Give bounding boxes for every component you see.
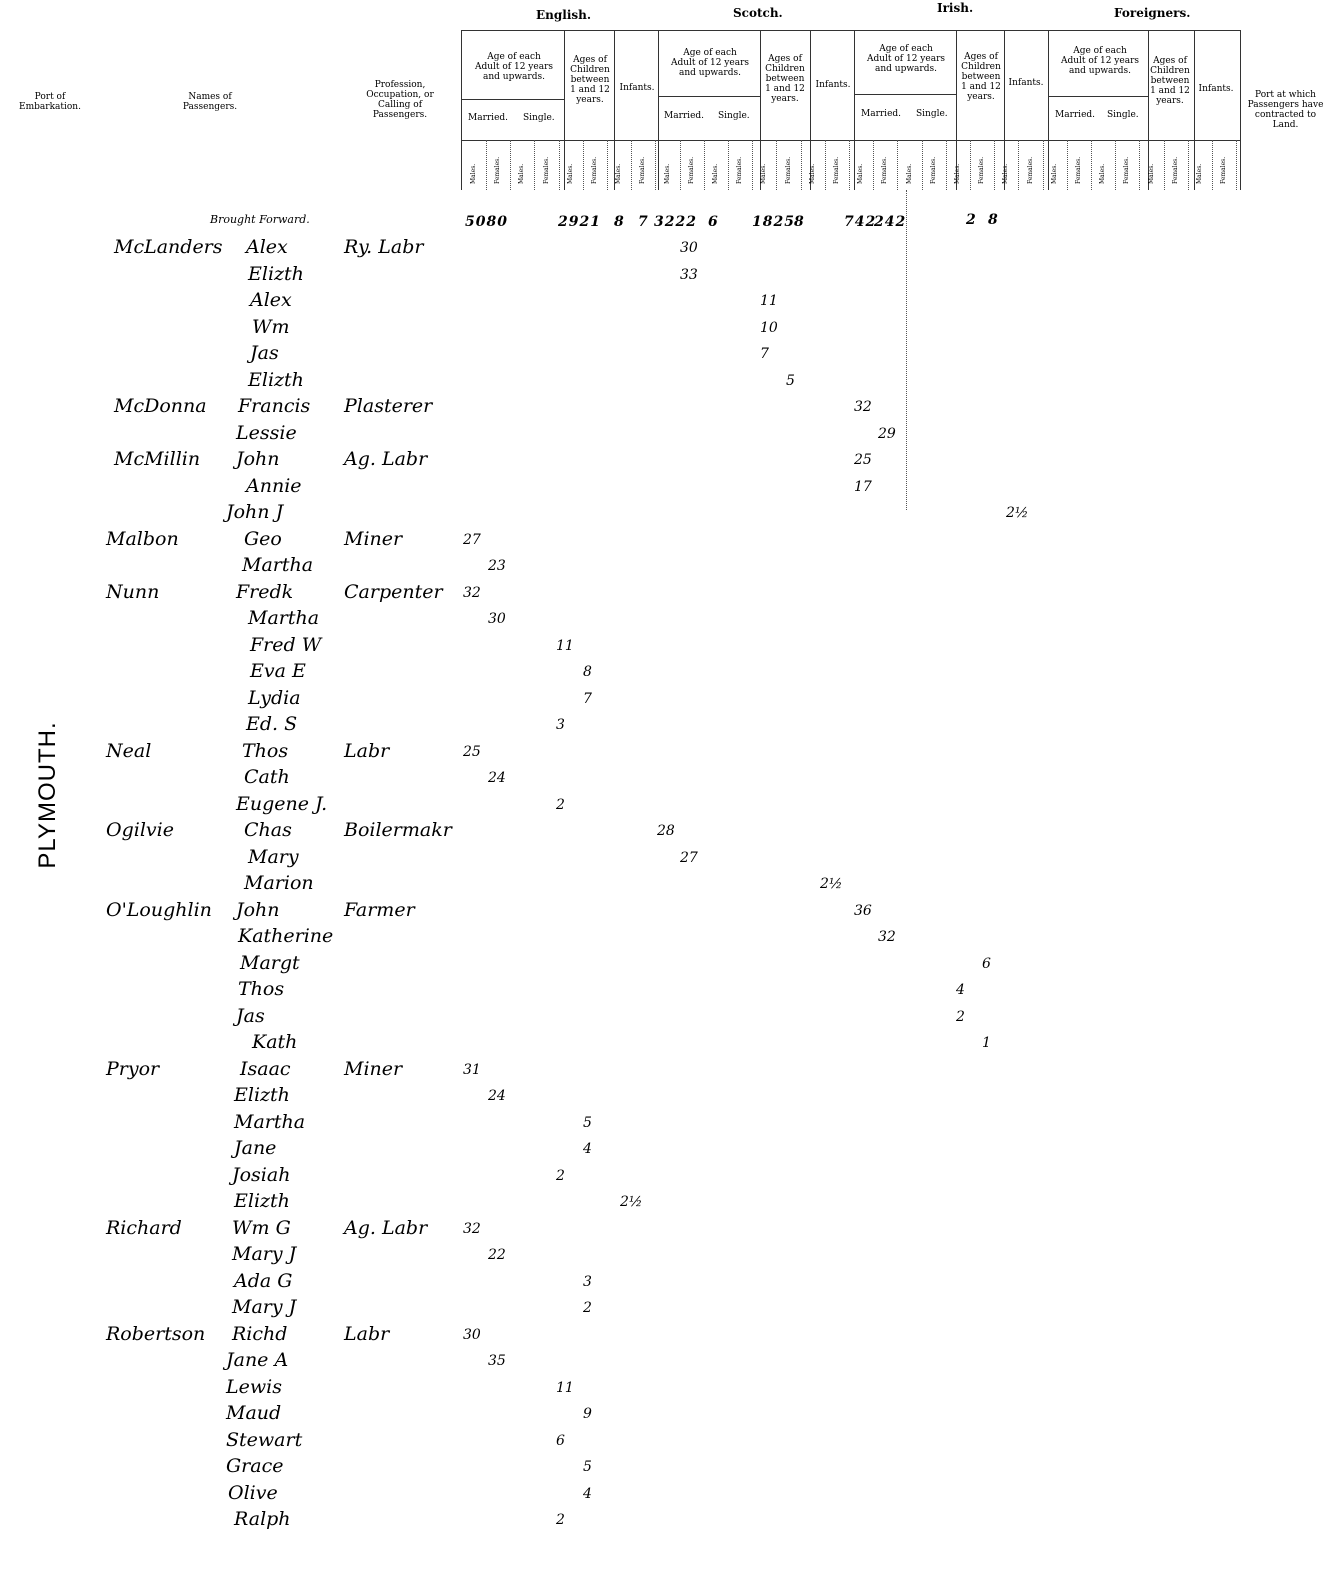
passenger-name: Stewart	[226, 1428, 303, 1451]
passenger-age: 5	[786, 372, 795, 389]
header-irish-infants: Infants.	[1008, 78, 1044, 88]
column-divider	[1043, 140, 1044, 190]
passenger-name: John J	[226, 501, 284, 523]
passenger-name: Olive	[228, 1481, 278, 1504]
passenger-age: 27	[463, 531, 481, 548]
bf-figure-9: 742	[844, 214, 877, 230]
column-divider	[994, 140, 995, 190]
header-rule-english	[461, 99, 564, 100]
males-label: Males.	[567, 163, 574, 184]
passenger-name: Kath	[252, 1031, 298, 1053]
column-divider	[1091, 140, 1092, 190]
column-divider	[631, 140, 632, 190]
passenger-age: 2	[556, 1512, 565, 1528]
bf-figure-4: 7	[638, 214, 649, 230]
passenger-name: Wm G	[232, 1216, 291, 1239]
passenger-name: John	[236, 448, 280, 470]
passenger-surname: Richard	[106, 1216, 182, 1239]
column-divider	[1240, 30, 1241, 190]
passenger-age: 4	[583, 1141, 592, 1157]
passenger-occupation: Plasterer	[344, 395, 433, 417]
passenger-age: 17	[854, 478, 872, 495]
group-title-irish: Irish.	[937, 1, 974, 15]
passenger-occupation: Boilermakr	[344, 819, 452, 841]
column-divider	[801, 140, 802, 190]
header-english-married: Married.	[468, 113, 509, 123]
header-foreign-single: Single.	[1107, 110, 1139, 120]
header-irish-single: Single.	[916, 109, 948, 119]
passenger-name: Alex	[246, 236, 288, 258]
passenger-age: 6	[556, 1432, 565, 1449]
header-scotch-adults: Age of each Adult of 12 years and upwards.	[670, 48, 750, 78]
males-label: Males.	[809, 163, 816, 184]
bf-figure-2: 2921	[558, 214, 601, 230]
passenger-age: 27	[680, 849, 698, 866]
passenger-name: Lessie	[236, 421, 297, 444]
group-title-scotch: Scotch.	[733, 6, 783, 20]
passenger-age: 31	[463, 1061, 481, 1078]
passenger-age: 7	[583, 690, 592, 707]
passenger-age: 29	[878, 425, 896, 442]
column-divider	[1236, 140, 1237, 190]
passenger-name: Ada G	[234, 1269, 293, 1292]
passenger-age: 24	[488, 770, 506, 786]
passenger-age: 11	[556, 1379, 574, 1396]
header-scotch-children: Ages of Children between 1 and 12 years.	[765, 54, 805, 104]
females-label: Females.	[736, 156, 743, 184]
passenger-name: Eva E	[250, 660, 306, 682]
passenger-name: Margt	[240, 951, 300, 974]
passenger-occupation: Labr	[344, 739, 390, 762]
passenger-surname: McMillin	[114, 448, 201, 470]
passenger-age: 32	[463, 584, 481, 601]
females-label: Females.	[639, 156, 646, 184]
bf-figure-5: 3222	[654, 214, 697, 230]
passenger-name: Alex	[250, 289, 292, 311]
passenger-age: 3	[556, 717, 565, 733]
header-foreign-children: Ages of Children between 1 and 12 years.	[1150, 56, 1190, 106]
passenger-name: Martha	[242, 554, 314, 576]
females-label: Females.	[833, 156, 840, 184]
column-divider	[559, 140, 560, 190]
passenger-occupation: Labr	[344, 1322, 390, 1345]
passenger-age: 22	[488, 1247, 506, 1263]
column-divider	[970, 140, 971, 190]
males-label: Males.	[954, 163, 961, 184]
passenger-occupation: Ry. Labr	[344, 236, 424, 258]
males-label: Males.	[518, 163, 525, 184]
passenger-occupation: Miner	[344, 527, 403, 550]
column-divider	[752, 140, 753, 190]
males-label: Males.	[760, 163, 767, 184]
passenger-age: 2	[956, 1008, 965, 1025]
males-label: Males.	[712, 163, 719, 184]
column-divider	[728, 140, 729, 190]
header-profession: Profession, Occupation, or Calling of Passengers.	[366, 80, 434, 120]
passenger-name: Elizth	[234, 1084, 290, 1106]
passenger-age: 35	[488, 1353, 506, 1369]
passenger-surname: O'Loughlin	[106, 898, 212, 921]
header-foreign-infants: Infants.	[1198, 84, 1234, 94]
passenger-age: 5	[583, 1459, 592, 1475]
passenger-name: Lewis	[226, 1375, 282, 1398]
column-divider	[486, 140, 487, 190]
passenger-name: Thos	[238, 978, 285, 1000]
column-divider	[510, 140, 511, 190]
header-rule-scotch	[658, 96, 760, 97]
males-label: Males.	[615, 163, 622, 184]
males-label: Males.	[470, 163, 477, 184]
column-divider	[1048, 30, 1049, 190]
header-foreign-adults: Age of each Adult of 12 years and upwards.	[1060, 46, 1140, 76]
header-scotch-infants: Infants.	[815, 80, 851, 90]
passenger-age: 10	[760, 319, 778, 336]
passenger-age: 32	[878, 929, 896, 945]
header-rule-foreign	[1048, 96, 1148, 97]
passenger-age: 11	[760, 293, 778, 309]
passenger-age: 8	[583, 664, 592, 680]
header-rule-bottom	[461, 140, 1241, 141]
passenger-name: Eugene J.	[236, 792, 328, 815]
column-divider	[1115, 140, 1116, 190]
header-english-single: Single.	[523, 113, 555, 123]
passenger-age: 30	[680, 240, 698, 256]
column-divider	[564, 30, 565, 190]
column-divider	[922, 140, 923, 190]
bf-figure-11: 2	[966, 212, 977, 228]
passenger-name: Thos	[242, 739, 289, 762]
passenger-age: 33	[680, 266, 698, 283]
passenger-name: Mary	[248, 845, 299, 868]
group-title-english: English.	[536, 8, 592, 22]
passenger-age: 2½	[1006, 505, 1029, 521]
passenger-name: Katherine	[238, 925, 334, 947]
passenger-name: Lydia	[248, 686, 301, 709]
females-label: Females.	[1123, 156, 1130, 184]
header-foreign-married: Married.	[1055, 110, 1096, 120]
column-divider	[946, 140, 947, 190]
males-label: Males.	[664, 163, 671, 184]
passenger-surname: McLanders	[114, 236, 223, 258]
bf-figure-7: 1825	[752, 214, 795, 230]
header-port-of-embarkation: Port of Embarkation.	[19, 92, 81, 112]
passenger-age: 3	[583, 1273, 592, 1290]
bf-figure-10: 242	[874, 214, 907, 230]
column-divider	[1212, 140, 1213, 190]
column-divider	[825, 140, 826, 190]
passenger-name: Wm	[252, 315, 290, 338]
bf-figure-12: 8	[988, 212, 999, 228]
passenger-surname: Malbon	[106, 527, 179, 550]
females-label: Females.	[881, 156, 888, 184]
column-divider	[1194, 30, 1195, 190]
passenger-name: Martha	[234, 1110, 306, 1133]
passenger-name: Ralph	[234, 1508, 291, 1530]
females-label: Females.	[494, 156, 501, 184]
passenger-name: Josiah	[232, 1163, 291, 1186]
bf-figure-3: 8	[614, 214, 625, 230]
passenger-surname: Neal	[106, 739, 152, 762]
bf-figure-1: 5080	[465, 214, 508, 230]
passenger-age: 28	[657, 823, 675, 839]
males-label: Males.	[1051, 163, 1058, 184]
brought-forward-label: Brought Forward.	[210, 213, 310, 226]
column-divider	[680, 140, 681, 190]
port-side-label: PLYMOUTH.	[34, 721, 61, 869]
passenger-age: 2½	[620, 1194, 643, 1210]
column-divider	[849, 140, 850, 190]
bf-figure-6: 6	[708, 214, 719, 230]
passenger-name: Fred W	[250, 633, 322, 656]
passenger-age: 11	[556, 637, 574, 654]
passenger-name: Grace	[226, 1455, 284, 1477]
passenger-surname: Robertson	[106, 1322, 206, 1345]
females-label: Females.	[978, 156, 985, 184]
passenger-occupation: Miner	[344, 1057, 403, 1080]
passenger-surname: Ogilvie	[106, 819, 174, 841]
header-irish-adults: Age of each Adult of 12 years and upwards.	[866, 44, 946, 74]
females-label: Females.	[1075, 156, 1082, 184]
passenger-name: Mary J	[232, 1243, 297, 1265]
passenger-age: 30	[463, 1326, 481, 1343]
passenger-age: 24	[488, 1088, 506, 1104]
passenger-name: Ed. S	[246, 713, 298, 735]
column-divider	[873, 140, 874, 190]
passenger-age: 2	[556, 796, 565, 813]
column-divider	[1139, 140, 1140, 190]
header-irish-married: Married.	[861, 109, 902, 119]
females-label: Females.	[591, 156, 598, 184]
column-divider	[1067, 140, 1068, 190]
passenger-surname: McDonna	[114, 395, 207, 417]
header-scotch-married: Married.	[664, 111, 705, 121]
passenger-occupation: Carpenter	[344, 580, 443, 603]
header-english-adults: Age of each Adult of 12 years and upwards.	[474, 52, 554, 82]
females-label: Females.	[1172, 156, 1179, 184]
passenger-surname: Pryor	[106, 1057, 160, 1080]
passenger-age: 2	[556, 1167, 565, 1184]
passenger-age: 5	[583, 1114, 592, 1131]
column-divider	[1188, 140, 1189, 190]
header-rule-top	[461, 30, 1241, 31]
column-divider	[906, 190, 907, 510]
passenger-age: 2	[583, 1300, 592, 1316]
column-divider	[607, 140, 608, 190]
passenger-name: Elizth	[248, 262, 304, 285]
females-label: Females.	[1220, 156, 1227, 184]
males-label: Males.	[1196, 163, 1203, 184]
bf-figure-8: 8	[794, 214, 805, 230]
passenger-age: 6	[982, 955, 991, 972]
passenger-name: Geo	[244, 527, 282, 550]
passenger-occupation: Farmer	[344, 898, 415, 921]
passenger-name: Richd	[232, 1322, 288, 1345]
header-irish-children: Ages of Children between 1 and 12 years.	[961, 52, 1001, 102]
passenger-name: Jane	[234, 1137, 277, 1159]
passenger-name: Isaac	[240, 1057, 291, 1080]
column-divider	[1164, 140, 1165, 190]
passenger-age: 23	[488, 558, 506, 574]
passenger-age: 2½	[820, 876, 843, 892]
passenger-age: 25	[463, 743, 481, 760]
passenger-name: Elizth	[248, 368, 304, 391]
passenger-name: Mary J	[232, 1296, 297, 1318]
females-label: Females.	[543, 156, 550, 184]
passenger-surname: Nunn	[106, 580, 160, 603]
group-title-foreigners: Foreigners.	[1114, 6, 1191, 20]
passenger-age: 7	[760, 346, 769, 362]
header-port-to-land: Port at which Passengers have contracted to Land.	[1247, 90, 1324, 130]
passenger-age: 36	[854, 902, 872, 919]
passenger-name: Jas	[236, 1004, 265, 1027]
passenger-name: Chas	[244, 819, 292, 841]
column-divider	[534, 140, 535, 190]
males-label: Males.	[1148, 163, 1155, 184]
passenger-age: 4	[956, 982, 965, 998]
column-divider	[658, 30, 659, 190]
column-divider	[461, 30, 462, 190]
passenger-age: 30	[488, 611, 506, 627]
passenger-age: 1	[982, 1035, 991, 1051]
passenger-occupation: Ag. Labr	[344, 1216, 428, 1239]
column-divider	[854, 30, 855, 190]
passenger-name: Elizth	[234, 1190, 290, 1212]
passenger-age: 4	[583, 1485, 592, 1502]
header-scotch-single: Single.	[718, 111, 750, 121]
passenger-name: Cath	[244, 766, 290, 788]
passenger-occupation: Ag. Labr	[344, 448, 428, 470]
passenger-age: 32	[463, 1220, 481, 1237]
females-label: Females.	[1027, 156, 1034, 184]
passenger-name: John	[236, 898, 280, 921]
passenger-name: Francis	[238, 395, 311, 417]
passenger-name: Jas	[250, 342, 279, 364]
column-divider	[1018, 140, 1019, 190]
passenger-age: 9	[583, 1406, 592, 1422]
header-rule-irish	[854, 94, 956, 95]
females-label: Females.	[785, 156, 792, 184]
passenger-name: Annie	[246, 474, 302, 497]
passenger-age: 32	[854, 399, 872, 415]
females-label: Females.	[930, 156, 937, 184]
females-label: Females.	[688, 156, 695, 184]
passenger-name: Maud	[226, 1402, 282, 1424]
column-divider	[655, 140, 656, 190]
passenger-age: 25	[854, 452, 872, 468]
column-divider	[704, 140, 705, 190]
males-label: Males.	[857, 163, 864, 184]
header-english-infants: Infants.	[619, 83, 655, 93]
header-english-children: Ages of Children between 1 and 12 years.	[570, 55, 610, 105]
column-divider	[897, 140, 898, 190]
passenger-name: Marion	[244, 872, 314, 894]
males-label: Males.	[1002, 163, 1009, 184]
passenger-name: Jane A	[226, 1349, 289, 1371]
column-divider	[776, 140, 777, 190]
header-names-of-passengers: Names of Passengers.	[182, 92, 238, 112]
column-divider	[583, 140, 584, 190]
males-label: Males.	[906, 163, 913, 184]
males-label: Males.	[1099, 163, 1106, 184]
passenger-name: Martha	[248, 607, 320, 629]
passenger-name: Fredk	[236, 580, 294, 603]
